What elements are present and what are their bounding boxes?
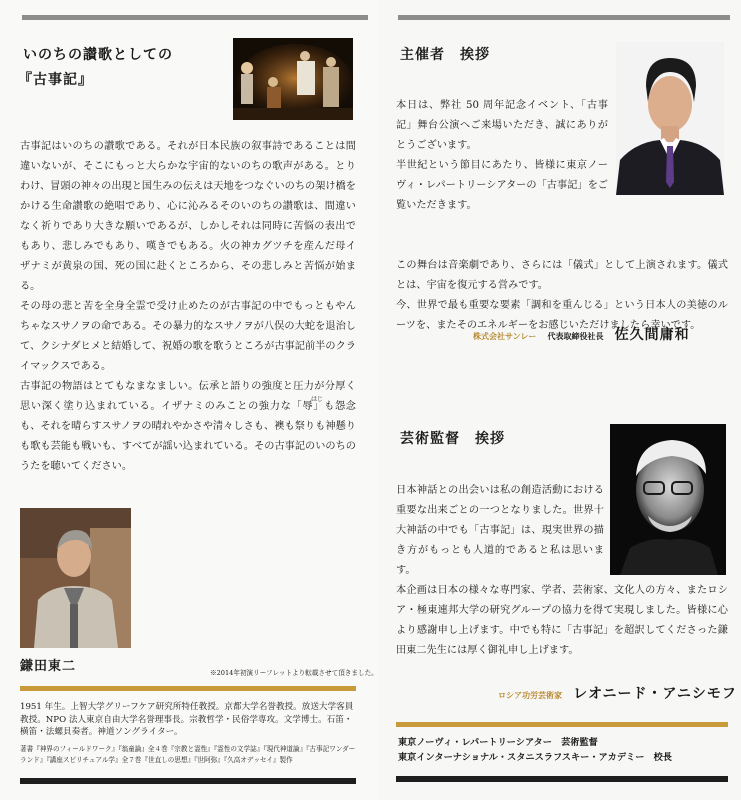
author-works: 著書『神界のフィールドワーク』『翁童論』全４巻『宗教と霊性』『霊性の文学誌』『現代神道論』『古事記ワンダーランド』『講座スピリチュアル学』全７巻『世直しの思想』『世阿弥』『久高オデッセイ』製作 xyxy=(20,745,356,764)
host-greeting-body-narrow xyxy=(396,96,608,216)
director-paragraph-1: 日本神話との出会いは私の創造活動における重要な出来ごとの一つとなりました。世界十大神話の中でも「古事記」は、現実世界の描き方がもっとも人道的であると私は思います。 xyxy=(396,485,604,576)
director-greeting-title: 芸術監督 挨拶 xyxy=(400,431,505,447)
director-greeting-body-wide xyxy=(396,581,728,661)
left-bottom-rule xyxy=(20,778,356,784)
host-portrait xyxy=(616,42,724,195)
host-paragraph-4: 今、世界で最も重要な要素「調和を重んじる」という日本人の美徳のルーツを、またそのエネルギーをお感じいただけましたら幸いです。 xyxy=(396,300,728,331)
host-name: 佐久間庸和 xyxy=(614,327,690,343)
essay-title-line2: 『古事記』 xyxy=(18,72,93,88)
stage-photo xyxy=(233,38,353,120)
author-bio: 1951 年生。上智大学グリーフケア研究所特任教授。京都大学名誉教授。放送大学客員教授。NPO 法人東京自由大学名誉理事長。宗教哲学・民俗学専攻。文学博士。石笛・横笛・法螺貝奏者。神道ソングライター。 xyxy=(20,702,354,737)
director-greeting-body-narrow xyxy=(396,481,604,581)
director-label: ロシア功労芸術家 xyxy=(498,690,562,700)
left-top-rule xyxy=(22,15,368,20)
essay-paragraph-1: 古事記はいのちの讃歌である。それが日本民族の叙事詩であることは間違いないが、そこにもっと大らかな宇宙的ないのちの歌声がある。とりわけ、冒頭の神々の出現と国生みの伝えは天地をつなぐいのちの架け橋をかける生命讃歌の絶唱であり、心に沁みるそのいのちの讃歌は、間違いなく祈りであり大きな願いであるが、しかしそれは同時に苦悩の表出でもあり、悲しみでもあり、嘆きでもある。火の神カグツチを産んだ母イザナミが黄泉の国、死の国に赴くところから、その悲しみと苦悩が始まる。 xyxy=(20,141,356,292)
right-bottom-rule xyxy=(396,776,728,782)
affiliation-line-1: 東京ノーヴィ・レパートリーシアター 芸術監督 xyxy=(398,737,598,748)
reprint-note: ※2014年初演リーフレットより転載させて頂きました。 xyxy=(210,669,378,677)
host-greeting-title: 主催者 挨拶 xyxy=(400,47,490,63)
ruby-reading: はじ xyxy=(311,396,324,403)
host-paragraph-1: 本日は、弊社 50 周年記念イベント、「古事記」舞台公演へご来場いただき、誠にありがとうございます。 xyxy=(396,100,608,151)
director-name: レオニード・アニシモフ xyxy=(573,686,737,702)
director-portrait xyxy=(610,424,726,575)
essay-paragraph-3: 古事記の物語はとてもなまなましい。伝承と語りの強度と圧力が分厚く思い深く塗り込まれている。イザナミのみことの強力な「辱」も怨念も、それを晴らすスサノヲの晴れやかさや清々しさも、襖も祭りも神懸りも歌も芸能も戦いも、すべてが謡い込まれている。その古事記のいのちのうたを聴いてください。 xyxy=(20,381,356,472)
director-signature xyxy=(498,683,737,703)
director-paragraph-2: 本企画は日本の様々な専門家、学者、芸術家、文化人の方々、またロシア・極東連邦大学の研究グループの協力を得て実現しました。皆様に心より感謝申し上げます。中でも特に「古事記」を超訳してくださった鎌田東二先生には厚く御礼申し上げます。 xyxy=(396,585,728,656)
essay-body xyxy=(20,137,356,477)
host-paragraph-2: 半世紀という節目にあたり、皆様に東京ノーヴィ・レパートリーシアターの「古事記」をご覧いただきます。 xyxy=(396,160,608,211)
bio-gold-rule xyxy=(20,686,356,691)
affiliation-gold-rule xyxy=(396,722,728,727)
author-portrait xyxy=(20,508,131,648)
essay-title-line1: いのちの讃歌としての xyxy=(23,47,173,63)
host-signature xyxy=(473,324,690,344)
right-column xyxy=(378,0,741,800)
host-paragraph-3: この舞台は音楽劇であり、さらには「儀式」として上演されます。儀式とは、宇宙を復元する営みです。 xyxy=(396,260,728,291)
essay-paragraph-2: その母の悲と苦を全身全霊で受け止めたのが古事記の中でもっともやんちゃなスサノヲの命である。その暴力的なスサノヲが八俣の大蛇を退治して、クシナダヒメと結婚して、祝婚の歌を歌うところが古事記前半のクライマックスである。 xyxy=(20,301,356,372)
affiliation-line-2: 東京インターナショナル・スタニスラフスキー・アカデミー 校長 xyxy=(398,752,672,763)
host-position: 代表取締役社長 xyxy=(547,331,604,341)
author-name: 鎌田東二 xyxy=(20,659,77,674)
right-top-rule xyxy=(398,15,730,20)
host-company: 株式会社サンレー xyxy=(473,331,537,341)
